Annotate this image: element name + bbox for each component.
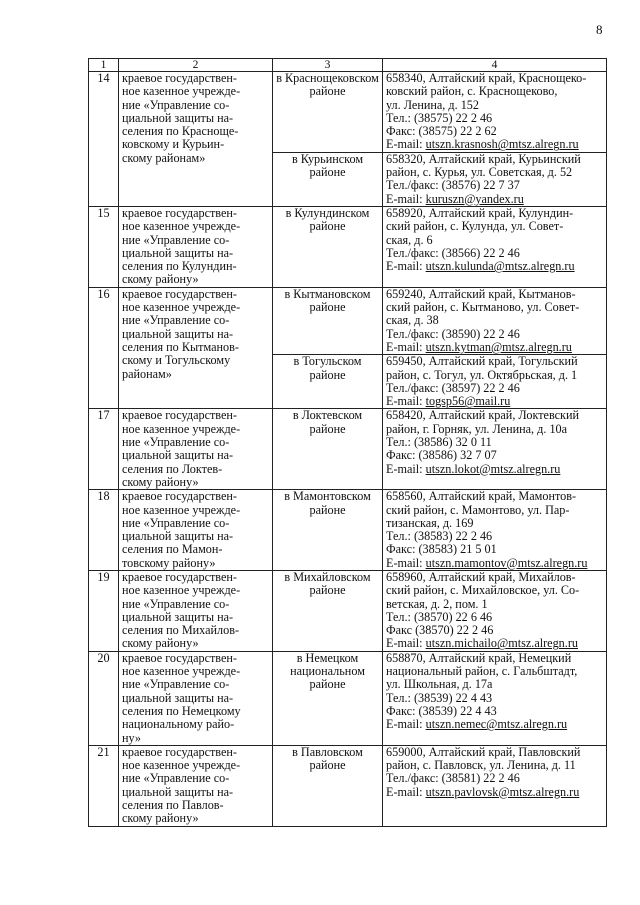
contact-line: 658960, Алтайский край, Михайлов-: [386, 570, 576, 584]
contact-line: Тел.: (38583) 22 2 46: [386, 529, 493, 544]
name-line: скому и Тогульскому: [122, 353, 231, 368]
institution-name: [119, 72, 273, 207]
contact-line: 659000, Алтайский край, Павловский: [386, 745, 581, 759]
name-line: краевое государствен-: [122, 206, 237, 220]
name-line: ние «Управление со-: [122, 771, 230, 786]
name-line: скому району»: [122, 474, 199, 489]
district-cell: [273, 152, 383, 206]
name-line: циальной защиты на-: [122, 245, 234, 260]
contact-line: район, с. Тогул, ул. Октябрьская, д. 1: [386, 367, 578, 382]
district-line: в Кытмановском: [284, 287, 371, 301]
district-line: в Павловском: [292, 745, 363, 759]
contact-cell: [383, 206, 607, 287]
contact-line: ский район, с. Михайловское, ул. Со-: [386, 583, 580, 598]
contact-line: ская, д. 6: [386, 232, 433, 247]
name-line: циальной защиты на-: [122, 529, 234, 544]
name-line: ковскому и Курьин-: [122, 137, 225, 152]
district-line: районе: [309, 300, 346, 315]
contact-line: 659450, Алтайский край, Тогульский: [386, 354, 578, 369]
email-link[interactable]: utszn.pavlovsk@mtsz.alregn.ru: [425, 784, 580, 799]
contact-cell: [383, 287, 607, 354]
row-number: 20: [89, 651, 119, 745]
contact-cell: [383, 490, 607, 571]
contact-cell: [383, 409, 607, 490]
district-line: в Тогульском: [293, 354, 362, 369]
institution-name: [119, 490, 273, 571]
district-line: национальном: [290, 664, 365, 679]
district-line: районе: [309, 583, 346, 598]
contact-line: E-mail: utszn.pavlovsk@mtsz.alregn.ru: [386, 784, 580, 799]
table-row: [89, 651, 607, 745]
header-cell-2: 2: [119, 59, 273, 72]
contact-line: ский район, с. Кулунда, ул. Совет-: [386, 219, 564, 234]
district-line: в Локтевском: [292, 408, 363, 423]
contact-line: E-mail: utszn.lokot@mtsz.alregn.ru: [386, 461, 561, 476]
district-cell: [273, 490, 383, 571]
name-line: ние «Управление со-: [122, 515, 230, 530]
contact-line: Тел./факс: (38566) 22 2 46: [386, 245, 520, 260]
name-line: товскому району»: [122, 555, 216, 570]
contact-cell: [383, 745, 607, 826]
contact-cell: [383, 355, 607, 409]
institution-name: [119, 570, 273, 651]
name-line: ние «Управление со-: [122, 97, 230, 112]
page-number: 8: [596, 22, 603, 37]
name-line: ние «Управление со-: [122, 596, 230, 611]
contact-line: Факс: (38575) 22 2 62: [386, 124, 497, 139]
contact-line: Тел.: (38575) 22 2 46: [386, 110, 493, 125]
district-line: районе: [309, 165, 346, 180]
contact-line: E-mail: utszn.krasnosh@mtsz.alregn.ru: [386, 137, 579, 152]
header-cell-1: 1: [89, 59, 119, 72]
institution-name: [119, 287, 273, 409]
name-line: селения по Локтев-: [122, 461, 223, 476]
contact-line: Тел./факс: (38576) 22 7 37: [386, 178, 520, 193]
name-line: ну»: [122, 730, 142, 745]
contact-line: E-mail: togsp56@mail.ru: [386, 394, 511, 409]
district-line: районе: [309, 758, 346, 773]
contact-line: Факс: (38586) 32 7 07: [386, 448, 497, 463]
name-line: краевое государствен-: [122, 745, 237, 759]
contact-cell: [383, 152, 607, 206]
contact-cell: [383, 72, 607, 153]
contact-line: Тел./факс: (38597) 22 2 46: [386, 380, 520, 395]
institution-name: [119, 409, 273, 490]
contact-line: 658320, Алтайский край, Курьинский: [386, 152, 581, 166]
name-line: ние «Управление со-: [122, 232, 230, 247]
header-cell-4: 4: [383, 59, 607, 72]
contact-line: E-mail: utszn.nemec@mtsz.alregn.ru: [386, 717, 568, 732]
contact-line: E-mail: kuruszn@yandex.ru: [386, 191, 524, 206]
contact-line: ковский район, с. Краснощеково,: [386, 84, 558, 99]
name-line: ное казенное учрежде-: [122, 84, 241, 99]
district-line: районе: [309, 421, 346, 436]
table-row: [89, 490, 607, 571]
contact-line: Факс: (38583) 21 5 01: [386, 542, 497, 557]
name-line: национальному райо-: [122, 717, 235, 732]
contact-line: 658340, Алтайский край, Краснощеко-: [386, 71, 587, 85]
header-row: [89, 59, 607, 72]
name-line: ное казенное учрежде-: [122, 664, 241, 679]
email-link[interactable]: utszn.kytman@mtsz.alregn.ru: [425, 339, 572, 354]
district-line: районе: [309, 84, 346, 99]
name-line: селения по Немецкому: [122, 703, 241, 718]
email-link[interactable]: utszn.kulunda@mtsz.alregn.ru: [425, 259, 575, 274]
name-line: циальной защиты на-: [122, 326, 234, 341]
district-cell: [273, 570, 383, 651]
row-number: 17: [89, 409, 119, 490]
name-line: краевое государствен-: [122, 71, 237, 85]
district-line: в Мамонтовском: [284, 489, 371, 504]
contact-cell: [383, 651, 607, 745]
contact-line: Факс: (38539) 22 4 43: [386, 703, 497, 718]
email-link[interactable]: utszn.mamontov@mtsz.alregn.ru: [425, 555, 588, 570]
email-link[interactable]: utszn.krasnosh@mtsz.alregn.ru: [425, 137, 579, 152]
district-cell: [273, 355, 383, 409]
district-line: районе: [309, 502, 346, 517]
name-line: селения по Павлов-: [122, 798, 224, 813]
table-row: [89, 287, 607, 354]
name-line: селения по Мамон-: [122, 542, 223, 557]
contact-line: ский район, с. Кытманово, ул. Совет-: [386, 300, 580, 315]
name-line: краевое государствен-: [122, 408, 237, 423]
name-line: скому району»: [122, 636, 199, 651]
contact-line: ский район, с. Мамонтово, ул. Пар-: [386, 502, 570, 517]
email-link[interactable]: utszn.lokot@mtsz.alregn.ru: [425, 461, 561, 476]
district-cell: [273, 72, 383, 153]
email-link[interactable]: utszn.nemec@mtsz.alregn.ru: [425, 717, 568, 732]
contact-line: Тел./факс: (38581) 22 2 46: [386, 771, 520, 786]
institution-name: [119, 745, 273, 826]
name-line: краевое государствен-: [122, 570, 237, 584]
name-line: ние «Управление со-: [122, 435, 230, 450]
name-line: селения по Кытманов-: [122, 339, 239, 354]
name-line: ное казенное учрежде-: [122, 219, 241, 234]
district-line: в Кулундинском: [285, 206, 370, 220]
contact-line: Тел.: (38586) 32 0 11: [386, 435, 492, 450]
contact-line: ул. Ленина, д. 152: [386, 97, 479, 112]
district-cell: [273, 409, 383, 490]
contact-cell: [383, 570, 607, 651]
email-link[interactable]: togsp56@mail.ru: [425, 394, 511, 409]
contact-line: 658420, Алтайский край, Локтевский: [386, 408, 580, 423]
row-number: 15: [89, 206, 119, 287]
district-cell: [273, 287, 383, 354]
name-line: ние «Управление со-: [122, 313, 230, 328]
institution-name: [119, 651, 273, 745]
contact-line: район, г. Горняк, ул. Ленина, д. 10а: [386, 421, 568, 436]
name-line: циальной защиты на-: [122, 784, 234, 799]
contact-line: 658560, Алтайский край, Мамонтов-: [386, 489, 577, 504]
contact-line: 658920, Алтайский край, Кулундин-: [386, 206, 574, 220]
institution-name: [119, 206, 273, 287]
name-line: скому районам»: [122, 150, 206, 165]
name-line: ное казенное учрежде-: [122, 300, 241, 315]
name-line: циальной защиты на-: [122, 690, 234, 705]
name-line: краевое государствен-: [122, 489, 237, 504]
name-line: краевое государствен-: [122, 287, 237, 301]
contact-line: тизанская, д. 169: [386, 515, 474, 530]
contact-line: E-mail: utszn.kulunda@mtsz.alregn.ru: [386, 259, 575, 274]
table-row: [89, 745, 607, 826]
header-cell-3: 3: [273, 59, 383, 72]
contact-line: ветская, д. 2, пом. 1: [386, 596, 488, 611]
contact-line: E-mail: utszn.kytman@mtsz.alregn.ru: [386, 339, 572, 354]
district-line: в Михайловском: [284, 570, 371, 584]
name-line: ние «Управление со-: [122, 677, 230, 692]
contact-line: ул. Школьная, д. 17а: [386, 677, 493, 692]
contact-line: E-mail: utszn.mamontov@mtsz.alregn.ru: [386, 555, 588, 570]
name-line: селения по Кулундин-: [122, 259, 237, 274]
contact-line: 659240, Алтайский край, Кытманов-: [386, 287, 576, 301]
name-line: ное казенное учрежде-: [122, 583, 241, 598]
table-row: [89, 72, 607, 153]
contact-line: E-mail: utszn.michailo@mtsz.alregn.ru: [386, 636, 578, 651]
email-link[interactable]: kuruszn@yandex.ru: [425, 191, 524, 206]
row-number: 19: [89, 570, 119, 651]
name-line: селения по Михайлов-: [122, 623, 240, 638]
name-line: скому району»: [122, 272, 199, 287]
table-row: [89, 570, 607, 651]
table-row: [89, 206, 607, 287]
row-number: 18: [89, 490, 119, 571]
contact-line: ская, д. 38: [386, 313, 439, 328]
email-link[interactable]: utszn.michailo@mtsz.alregn.ru: [425, 636, 578, 651]
contact-line: Тел.: (38570) 22 6 46: [386, 609, 493, 624]
name-line: селения по Красноще-: [122, 124, 239, 139]
contact-line: национальный район, с. Гальбштадт,: [386, 664, 578, 679]
district-line: районе: [309, 677, 346, 692]
name-line: циальной защиты на-: [122, 609, 234, 624]
contact-line: Тел./факс: (38590) 22 2 46: [386, 326, 520, 341]
contact-line: район, с. Курья, ул. Советская, д. 52: [386, 165, 573, 180]
district-line: в Краснощековском: [276, 71, 379, 85]
district-line: районе: [309, 219, 346, 234]
name-line: скому району»: [122, 811, 199, 826]
contact-line: район, с. Павловск, ул. Ленина, д. 11: [386, 758, 576, 773]
table-row: [89, 409, 607, 490]
district-cell: [273, 206, 383, 287]
institutions-table: [88, 58, 607, 827]
contact-line: 658870, Алтайский край, Немецкий: [386, 651, 572, 665]
name-line: ное казенное учрежде-: [122, 421, 241, 436]
name-line: краевое государствен-: [122, 651, 237, 665]
row-number: 16: [89, 287, 119, 409]
row-number: 14: [89, 72, 119, 207]
name-line: районам»: [122, 366, 172, 381]
contact-line: Тел.: (38539) 22 4 43: [386, 690, 493, 705]
name-line: циальной защиты на-: [122, 448, 234, 463]
name-line: ное казенное учрежде-: [122, 502, 241, 517]
row-number: 21: [89, 745, 119, 826]
district-line: в Немецком: [296, 651, 359, 665]
name-line: циальной защиты на-: [122, 110, 234, 125]
name-line: ное казенное учрежде-: [122, 758, 241, 773]
district-line: районе: [309, 367, 346, 382]
contact-line: Факс (38570) 22 2 46: [386, 623, 494, 638]
district-line: в Курьинском: [291, 152, 364, 166]
district-cell: [273, 651, 383, 745]
district-cell: [273, 745, 383, 826]
